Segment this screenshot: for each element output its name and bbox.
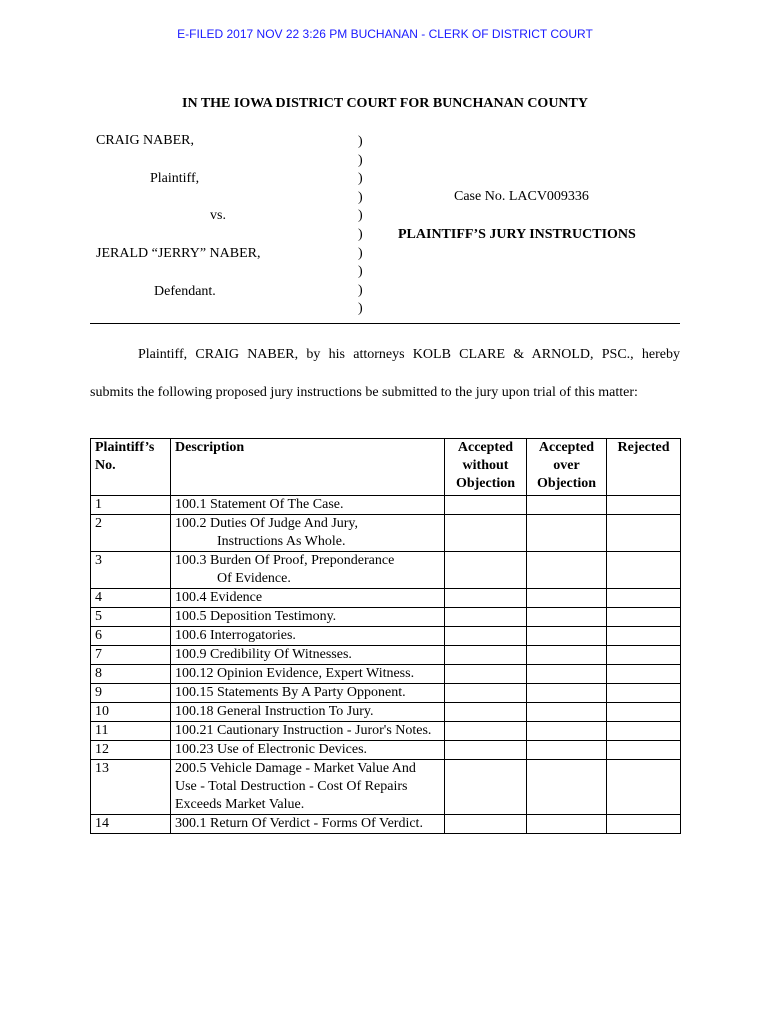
- accepted-without-cell: [445, 722, 527, 741]
- table-row: [91, 760, 681, 815]
- document-title: PLAINTIFF’S JURY INSTRUCTIONS: [398, 227, 636, 242]
- instruction-number: 14: [91, 815, 171, 834]
- instruction-title: Deposition Testimony.: [210, 609, 337, 624]
- instruction-description: [171, 684, 445, 703]
- instruction-number: 8: [91, 665, 171, 684]
- instruction-number: 4: [91, 589, 171, 608]
- jury-instructions-table: [90, 438, 681, 834]
- rejected-cell: [607, 646, 681, 665]
- instruction-title: Cautionary Instruction - Juror's Notes.: [217, 723, 432, 738]
- instruction-code: 200.5: [175, 761, 207, 776]
- efile-banner: E-FILED 2017 NOV 22 3:26 PM BUCHANAN - CLERK OF DISTRICT COURT: [177, 27, 593, 41]
- accepted-over-cell: [527, 646, 607, 665]
- instruction-title: General Instruction To Jury.: [217, 704, 374, 719]
- table-row: [91, 627, 681, 646]
- table-row: [91, 722, 681, 741]
- rejected-cell: [607, 589, 681, 608]
- instruction-code: 100.1: [175, 497, 207, 512]
- instruction-number: 1: [91, 496, 171, 515]
- instruction-description: [171, 646, 445, 665]
- caption-parens: ) ) ) ) ) ) ) ) ) ): [358, 134, 363, 317]
- instruction-code: 100.5: [175, 609, 207, 624]
- rejected-cell: [607, 665, 681, 684]
- accepted-without-cell: [445, 552, 527, 589]
- plaintiff-name: CRAIG NABER,: [96, 133, 195, 148]
- table-row: [91, 703, 681, 722]
- accepted-without-cell: [445, 684, 527, 703]
- accepted-without-cell: [445, 589, 527, 608]
- case-number: Case No. LACV009336: [454, 189, 589, 204]
- col-header-accepted-over: Accepted over Objection: [527, 439, 607, 496]
- versus-label: vs.: [210, 208, 226, 223]
- rejected-cell: [607, 515, 681, 552]
- instruction-title: Statements By A Party Opponent.: [217, 685, 406, 700]
- instruction-code: 300.1: [175, 816, 207, 831]
- instruction-title-continued: Of Evidence.: [217, 571, 291, 586]
- instruction-title: Duties Of Judge And Jury,: [210, 516, 359, 531]
- table-row: [91, 496, 681, 515]
- accepted-without-cell: [445, 703, 527, 722]
- instruction-description: [171, 627, 445, 646]
- accepted-over-cell: [527, 760, 607, 815]
- instruction-description: [171, 496, 445, 515]
- rejected-cell: [607, 684, 681, 703]
- table-row: [91, 515, 681, 552]
- accepted-over-cell: [527, 496, 607, 515]
- instruction-title: Use of Electronic Devices.: [217, 742, 368, 757]
- table-row: [91, 646, 681, 665]
- table-row: [91, 684, 681, 703]
- instruction-number: 13: [91, 760, 171, 815]
- instruction-description: [171, 665, 445, 684]
- instruction-code: 100.3: [175, 553, 207, 568]
- accepted-over-cell: [527, 722, 607, 741]
- instruction-number: 9: [91, 684, 171, 703]
- instruction-title: Opinion Evidence, Expert Witness.: [217, 666, 415, 681]
- instruction-code: 100.23: [175, 742, 214, 757]
- instruction-description: [171, 741, 445, 760]
- instruction-number: 3: [91, 552, 171, 589]
- instruction-code: 100.18: [175, 704, 214, 719]
- table-body: [91, 496, 681, 834]
- accepted-without-cell: [445, 627, 527, 646]
- instruction-number: 10: [91, 703, 171, 722]
- instruction-number: 11: [91, 722, 171, 741]
- accepted-over-cell: [527, 741, 607, 760]
- accepted-without-cell: [445, 515, 527, 552]
- table-row: [91, 665, 681, 684]
- instruction-number: 5: [91, 608, 171, 627]
- table-row: [91, 741, 681, 760]
- court-title: IN THE IOWA DISTRICT COURT FOR BUNCHANAN COUNTY: [182, 96, 588, 111]
- rejected-cell: [607, 608, 681, 627]
- rejected-cell: [607, 741, 681, 760]
- table-row: [91, 815, 681, 834]
- accepted-over-cell: [527, 665, 607, 684]
- plaintiff-role: Plaintiff,: [150, 171, 200, 186]
- col-header-description: Description: [171, 439, 445, 496]
- instruction-description: [171, 515, 445, 552]
- rejected-cell: [607, 496, 681, 515]
- instruction-title: Evidence: [210, 590, 263, 605]
- instruction-code: 100.15: [175, 685, 214, 700]
- instruction-description: [171, 589, 445, 608]
- instruction-title: Burden Of Proof, Preponderance: [210, 553, 395, 568]
- table-row: [91, 608, 681, 627]
- col-header-rejected: Rejected: [607, 439, 681, 496]
- accepted-over-cell: [527, 608, 607, 627]
- rejected-cell: [607, 627, 681, 646]
- accepted-without-cell: [445, 646, 527, 665]
- col-header-number: Plaintiff’s No.: [91, 439, 171, 496]
- instruction-description: [171, 722, 445, 741]
- rejected-cell: [607, 815, 681, 834]
- instruction-title: Statement Of The Case.: [210, 497, 344, 512]
- instruction-title: Credibility Of Witnesses.: [210, 647, 352, 662]
- instruction-code: 100.2: [175, 516, 207, 531]
- defendant-name: JERALD “JERRY” NABER,: [96, 246, 261, 261]
- accepted-without-cell: [445, 815, 527, 834]
- accepted-without-cell: [445, 760, 527, 815]
- caption-divider: [90, 323, 680, 324]
- rejected-cell: [607, 552, 681, 589]
- instruction-title: Vehicle Damage - Market Value And Use - Total Destruction - Cost Of Repairs Exceeds Market Value.: [175, 761, 416, 812]
- accepted-over-cell: [527, 703, 607, 722]
- defendant-role: Defendant.: [154, 284, 216, 299]
- instruction-title: Interrogatories.: [210, 628, 296, 643]
- rejected-cell: [607, 703, 681, 722]
- accepted-without-cell: [445, 741, 527, 760]
- table-row: [91, 589, 681, 608]
- instruction-title-continued: Instructions As Whole.: [217, 534, 346, 549]
- instruction-description: [171, 760, 445, 815]
- intro-line-1: Plaintiff, CRAIG NABER, by his attorneys KOLB CLARE & ARNOLD, PSC., hereby: [138, 347, 680, 362]
- instruction-code: 100.9: [175, 647, 207, 662]
- instruction-code: 100.12: [175, 666, 214, 681]
- instruction-number: 7: [91, 646, 171, 665]
- instruction-code: 100.4: [175, 590, 207, 605]
- instruction-description: [171, 608, 445, 627]
- accepted-without-cell: [445, 496, 527, 515]
- accepted-without-cell: [445, 608, 527, 627]
- instruction-description: [171, 552, 445, 589]
- accepted-over-cell: [527, 815, 607, 834]
- rejected-cell: [607, 760, 681, 815]
- intro-line-2: submits the following proposed jury instructions be submitted to the jury upon trial of this matter:: [90, 385, 638, 400]
- instruction-code: 100.21: [175, 723, 214, 738]
- table-row: [91, 552, 681, 589]
- col-header-accepted-without: Accepted without Objection: [445, 439, 527, 496]
- instruction-number: 2: [91, 515, 171, 552]
- accepted-without-cell: [445, 665, 527, 684]
- instruction-description: [171, 815, 445, 834]
- accepted-over-cell: [527, 589, 607, 608]
- instruction-code: 100.6: [175, 628, 207, 643]
- accepted-over-cell: [527, 515, 607, 552]
- accepted-over-cell: [527, 684, 607, 703]
- instruction-number: 6: [91, 627, 171, 646]
- instruction-description: [171, 703, 445, 722]
- accepted-over-cell: [527, 552, 607, 589]
- accepted-over-cell: [527, 627, 607, 646]
- table-header-row: [91, 439, 681, 496]
- rejected-cell: [607, 722, 681, 741]
- instruction-number: 12: [91, 741, 171, 760]
- instruction-title: Return Of Verdict - Forms Of Verdict.: [210, 816, 423, 831]
